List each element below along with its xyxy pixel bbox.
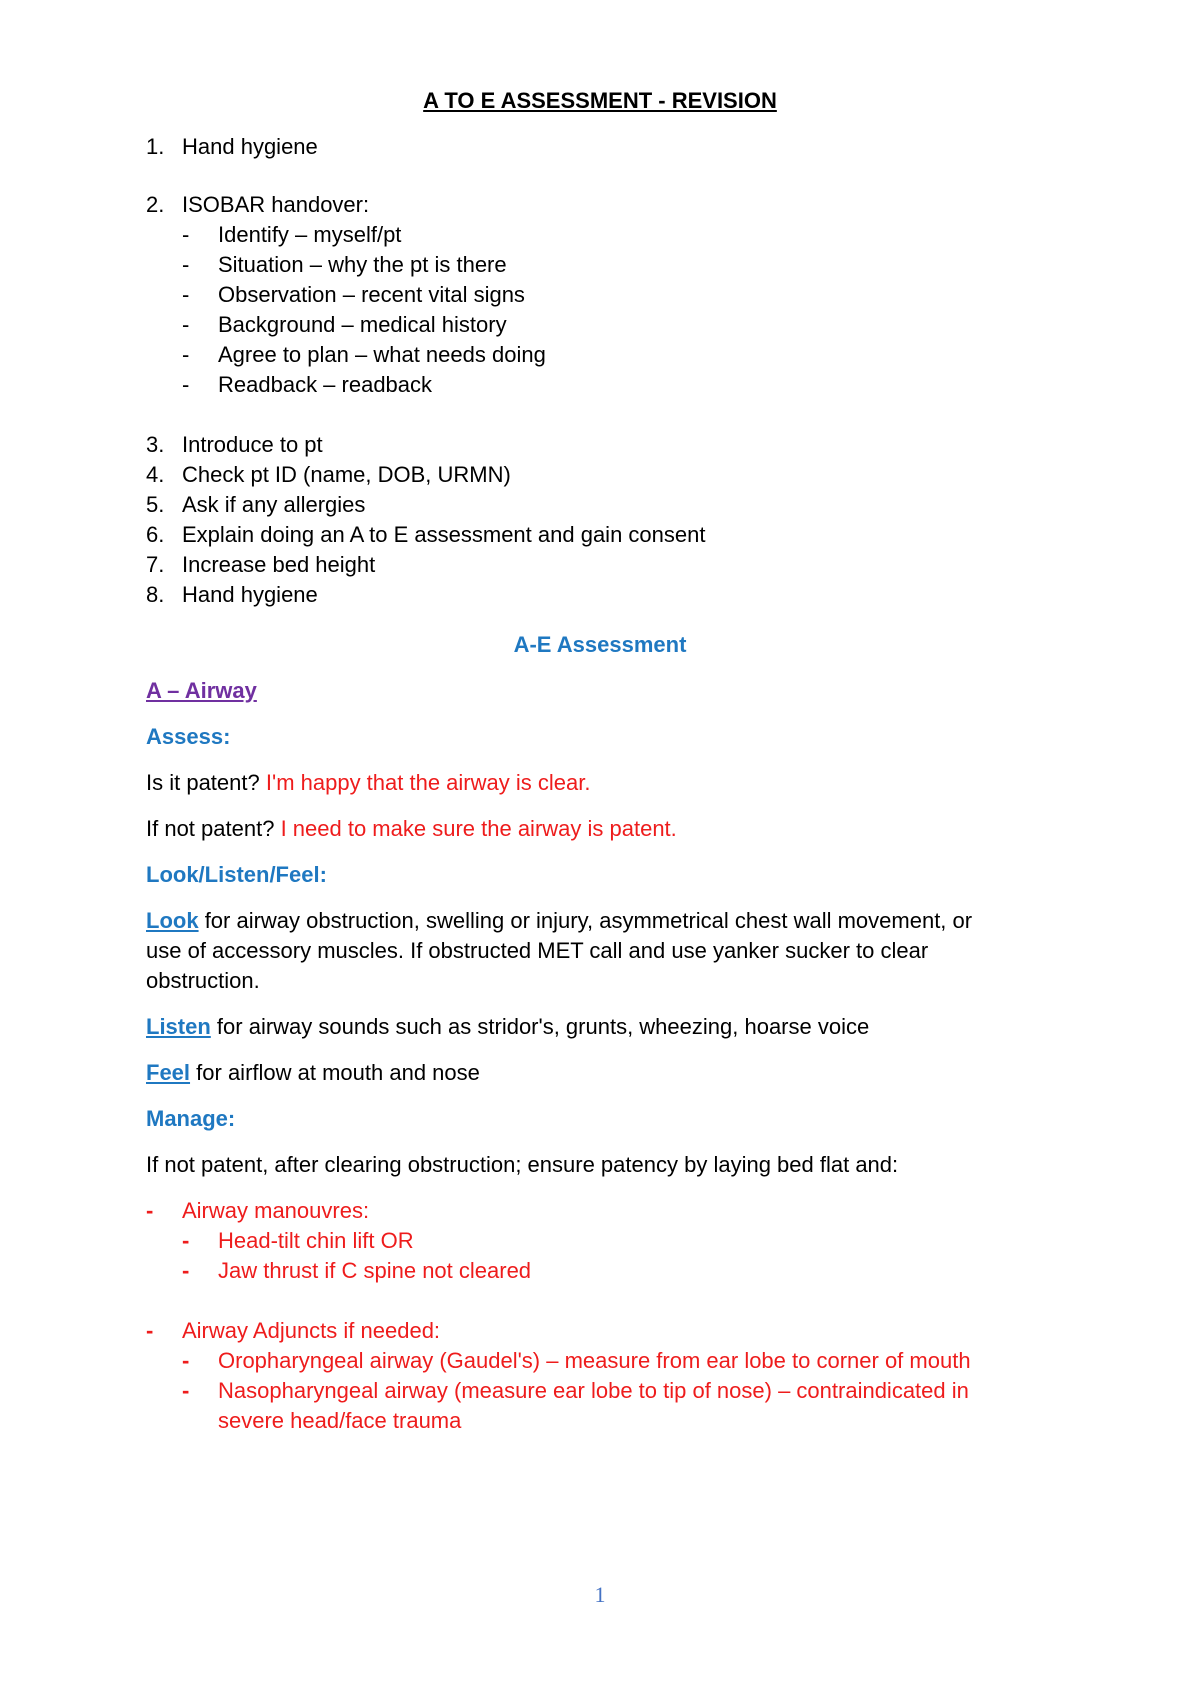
assess-label: Assess: bbox=[146, 724, 231, 749]
look-paragraph-line: use of accessory muscles. If obstructed MET call and use yanker sucker to clear bbox=[146, 938, 929, 963]
look-listen-feel-label: Look/Listen/Feel: bbox=[146, 862, 327, 887]
feel-paragraph: Feel for airflow at mouth and nose bbox=[146, 1060, 480, 1085]
page-number: 1 bbox=[594, 1582, 606, 1607]
look-paragraph: Look for airway obstruction, swelling or injury, asymmetrical chest wall movement, or bbox=[146, 908, 973, 933]
section-heading: A-E Assessment bbox=[513, 632, 687, 657]
question-line: If not patent? I need to make sure the airway is patent. bbox=[146, 816, 677, 841]
page-title: A TO E ASSESSMENT - REVISION bbox=[423, 88, 777, 113]
listen-paragraph: Listen for airway sounds such as stridor's, grunts, wheezing, hoarse voice bbox=[146, 1014, 870, 1039]
subsection-heading: A – Airway bbox=[146, 678, 257, 703]
manage-text: If not patent, after clearing obstruction; ensure patency by laying bed flat and: bbox=[146, 1152, 899, 1177]
list-item-continuation: severe head/face trauma bbox=[218, 1408, 462, 1433]
document-page: A TO E ASSESSMENT - REVISION 1. Hand hygiene 2. ISOBAR handover: - Identify – myself/pt - Situation – why the pt is there - Observation – recent vital signs - Background – medical history - Agree to plan – what needs doing - Readback – readback 3. Introduce to pt 4. Check pt ID (name, DOB, URMN) 5. Ask if any allergies 6. Explain doing an A to E assessment and gain consent 7. Increase bed height 8. Hand hygiene A-E Assessment A – Airway Assess: Is it patent? I'm happy that the airway is clear. If not patent? I need to make sure the airway is patent. Look/Listen/Feel: Look for airway obstruction, swelling or injury, asymmetrical chest wall movement, or use of accessory muscles. If obstructed MET call and use yanker sucker to clear obstruction. Listen for airway sounds such as stridor's, grunts, wheezing, hoarse voice Feel for airflow at mouth and nose Manage: If not patent, after clearing obstruction; ensure patency by laying bed flat and: - Airway manouvres: - Head-tilt chin lift OR - Jaw thrust if C spine not cleared - Airway Adjuncts if needed: - Oropharyngeal airway (Gaudel's) – measure from ear lobe to corner of mouth - Nasopharyngeal airway (measure ear lobe to tip of nose) – contraindicated in severe head/face trauma 1 bbox=[0, 0, 1200, 1696]
question-line: Is it patent? I'm happy that the airway is clear. bbox=[146, 770, 591, 795]
manage-label: Manage: bbox=[146, 1106, 236, 1131]
look-paragraph-line: obstruction. bbox=[146, 968, 260, 993]
